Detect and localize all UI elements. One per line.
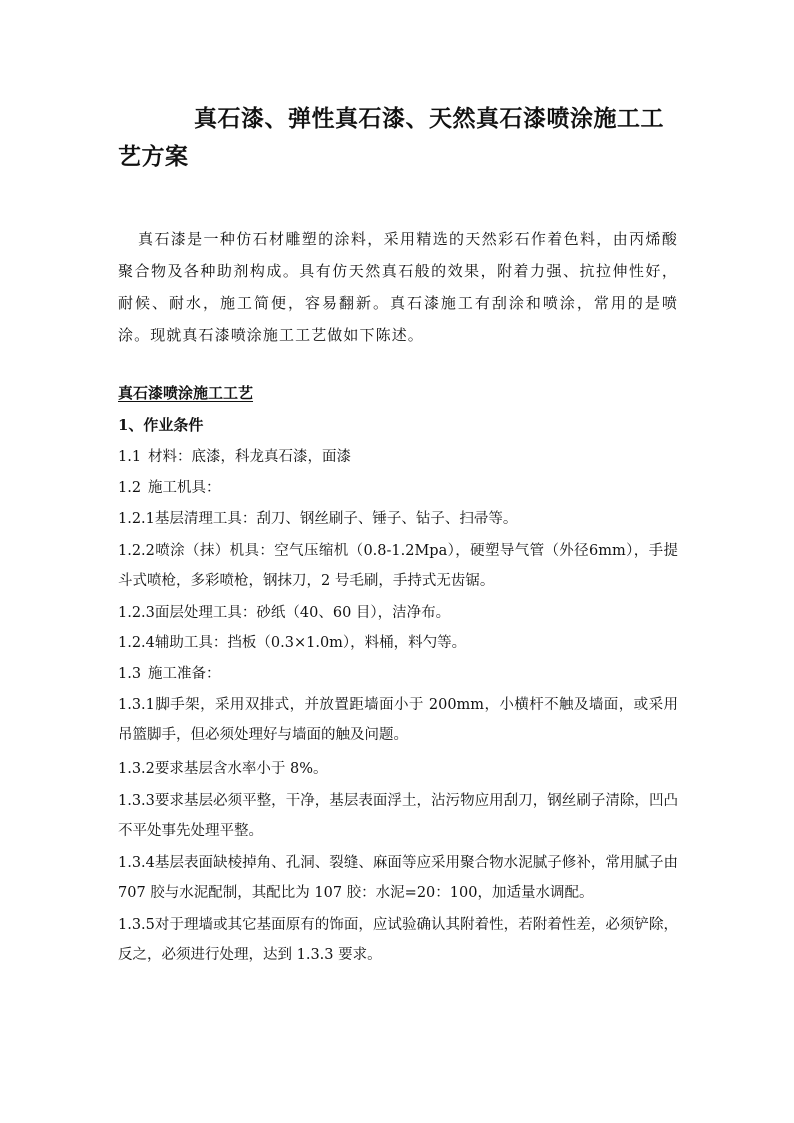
intro-paragraph: 真石漆是一种仿石材雕塑的涂料，采用精选的天然彩石作着色料，由丙烯酸聚合物及各种助剂构成。具有仿天然真石般的效果，附着力强、抗拉伸性好，耐候、耐水，施工简便，容易翻新。真石漆施工有刮涂和喷涂，常用的是喷涂。现就真石漆喷涂施工工艺做如下陈述。 bbox=[118, 230, 678, 344]
document-title: 真石漆、弹性真石漆、天然真石漆喷涂施工工艺方案 bbox=[118, 105, 664, 170]
item-number: 1.3.5 bbox=[118, 917, 155, 933]
item-text: 面层处理工具：砂纸（40、60 目），洁净布。 bbox=[154, 605, 451, 621]
item-text: 辅助工具：挡板（0.3×1.0m），料桶，料勺等。 bbox=[154, 635, 467, 651]
item-number: 1.3.3 bbox=[118, 793, 155, 809]
item-text: 脚手架，采用双排式，并放置距墙面小于 200mm，小横杆不触及墙面，或采用吊篮脚手，但必须处理好与墙面的触及问题。 bbox=[118, 697, 678, 743]
item-1-2-4 bbox=[118, 630, 466, 656]
item-text: 施工准备： bbox=[148, 666, 221, 682]
subheading-work-conditions: 1、作业条件 bbox=[118, 416, 204, 434]
item-number: 1.3.2 bbox=[118, 761, 155, 777]
item-text: 施工机具： bbox=[148, 480, 221, 496]
item-number: 1.2.3 bbox=[118, 605, 155, 621]
item-1-1 bbox=[118, 444, 351, 470]
item-1-3 bbox=[118, 661, 221, 687]
item-text: 基层表面缺棱掉角、孔洞、裂缝、麻面等应采用聚合物水泥腻子修补，常用腻子由 707 胶与水泥配制，其配比为 107 胶：水泥=20：100，加适量水调配。 bbox=[118, 855, 678, 901]
section-heading: 真石漆喷涂施工工艺 bbox=[118, 384, 254, 402]
item-1-3-5 bbox=[118, 910, 678, 970]
item-text: 要求基层必须平整，干净，基层表面浮土，沾污物应用刮刀，钢丝刷子清除，凹凸不平处事先处理平整。 bbox=[118, 793, 678, 839]
item-1-3-4 bbox=[118, 848, 678, 908]
item-1-2-2 bbox=[118, 536, 678, 596]
item-1-2-1 bbox=[118, 506, 517, 532]
item-number: 1.2.1 bbox=[118, 511, 155, 527]
item-number: 1.1 bbox=[118, 449, 142, 465]
item-number: 1.2 bbox=[118, 480, 142, 496]
item-text: 喷涂（抹）机具：空气压缩机（0.8-1.2Mpa），硬塑导气管（外径6mm），手提斗式喷枪，多彩喷枪，钢抹刀，2 号毛刷，手持式无齿锯。 bbox=[118, 543, 678, 589]
item-1-2 bbox=[118, 475, 221, 501]
item-1-3-1 bbox=[118, 690, 678, 750]
item-text: 材料：底漆，科龙真石漆，面漆 bbox=[148, 449, 351, 465]
item-text: 要求基层含水率小于 8%。 bbox=[154, 761, 328, 777]
item-number: 1.3.4 bbox=[118, 855, 155, 871]
item-number: 1.2.4 bbox=[118, 635, 155, 651]
item-text: 基层清理工具：刮刀、钢丝刷子、锤子、钻子、扫帚等。 bbox=[154, 511, 518, 527]
item-number: 1.3.1 bbox=[118, 697, 155, 713]
item-number: 1.3 bbox=[118, 666, 142, 682]
item-1-2-3 bbox=[118, 600, 450, 626]
item-text: 对于理墙或其它基面原有的饰面，应试验确认其附着性，若附着性差，必须铲除，反之，必须进行处理，达到 1.3.3 要求。 bbox=[118, 917, 678, 963]
item-number: 1.2.2 bbox=[118, 543, 155, 559]
item-1-3-3 bbox=[118, 786, 678, 846]
item-1-3-2 bbox=[118, 756, 328, 782]
